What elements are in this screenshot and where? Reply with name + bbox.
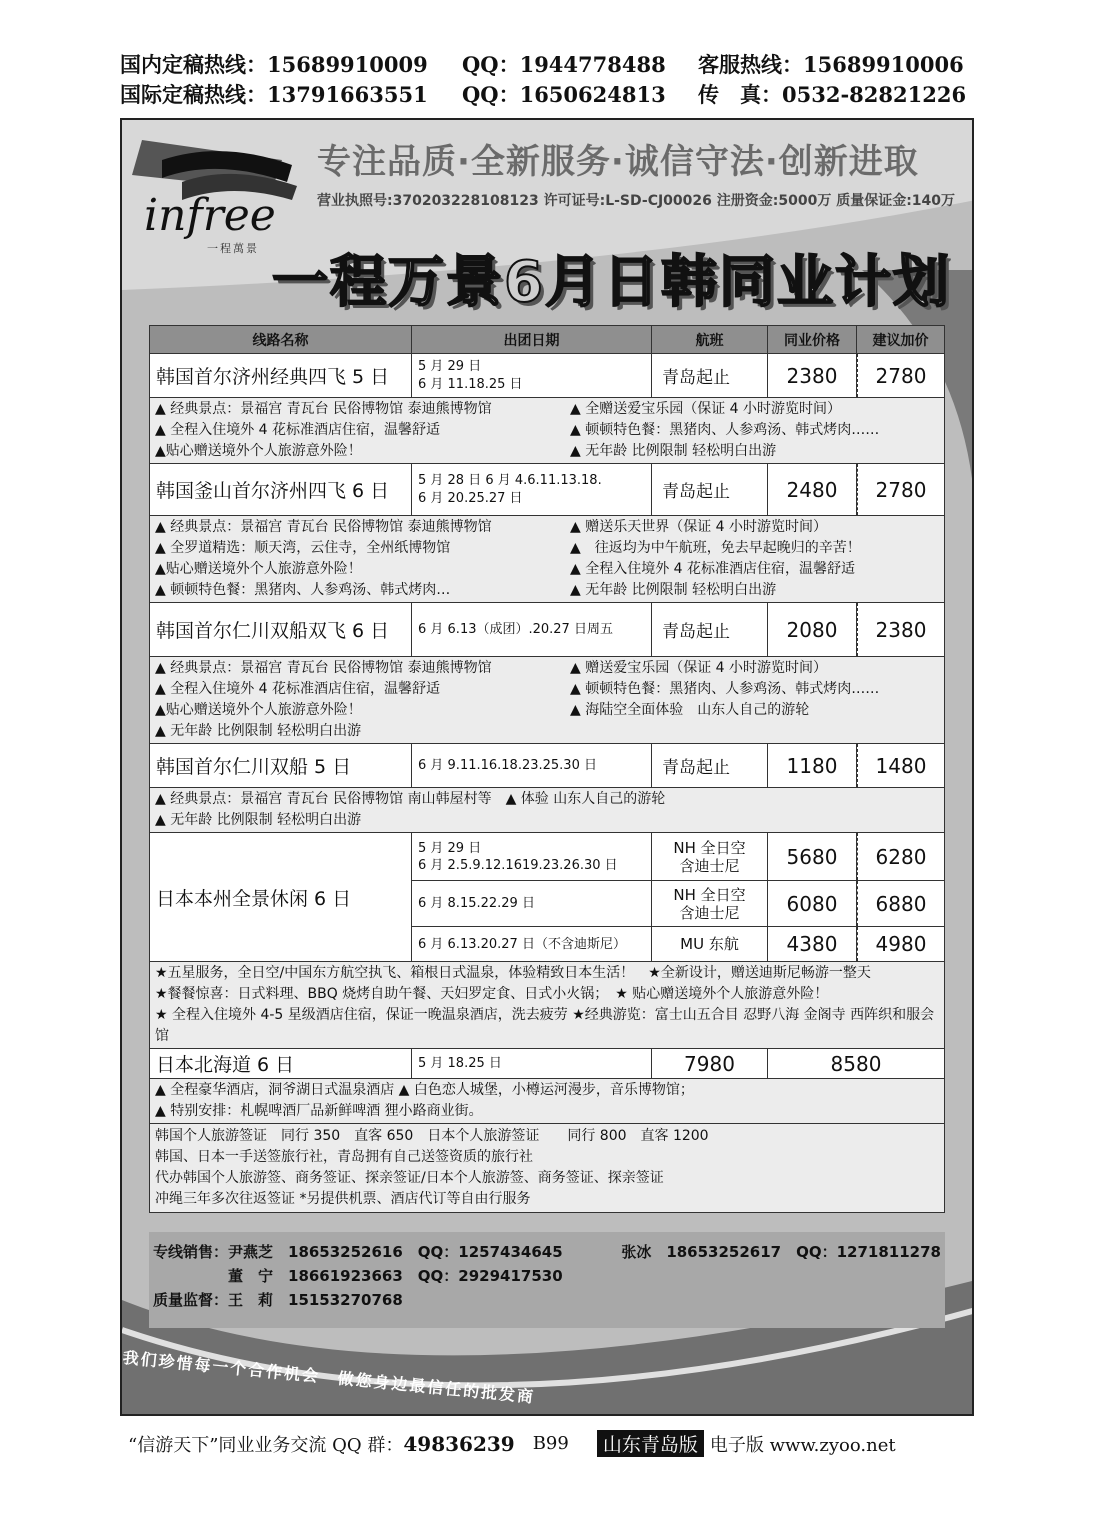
detail-text: ▲ 往返均为中午航班，免去早起晚归的辛苦！ xyxy=(570,540,861,556)
visa-line: 韩国个人旅游签证 同行 350 直客 650 日本个人旅游签证 同行 800 直客 1200 xyxy=(155,1128,709,1144)
trade-price: 1180 xyxy=(768,744,857,787)
contact-row xyxy=(153,1240,941,1264)
domestic-hotline: 国内定稿热线：15689910009 xyxy=(120,52,428,77)
route-name: 韩国首尔仁川双船双飞 6 日 xyxy=(150,603,412,656)
route-details xyxy=(150,962,944,1049)
suggested-price: 2380 xyxy=(857,603,944,656)
trade-price: 5680 xyxy=(768,833,857,880)
departure-dates: 6 月 6.13（成团）.20.27 日周五 xyxy=(412,603,652,656)
route-name: 日本本州全景休闲 6 日 xyxy=(150,833,412,961)
detail-row xyxy=(155,441,939,462)
table-row xyxy=(150,1049,944,1079)
route-details xyxy=(150,1079,944,1124)
departure-dates xyxy=(412,464,652,515)
detail-text: ▲ 赠送乐天世界（保证 4 小时游览时间） xyxy=(570,519,828,535)
flight-line: NH 全日空 xyxy=(673,885,746,904)
flight: 青岛起止 xyxy=(652,603,768,656)
flight: 青岛起止 xyxy=(652,464,768,515)
license-info: 营业执照号:370203228108123 许可证号:L-SD-CJ00026 注册资金:5000万 质量保证金:140万 xyxy=(317,193,956,209)
detail-text: ▲ 特别安排：札幌啤酒厂品新鲜啤酒 狸小路商业街。 xyxy=(155,1103,483,1119)
route-name: 韩国釜山首尔济州四飞 6 日 xyxy=(150,464,412,515)
hotline-row-2 xyxy=(120,80,980,110)
detail-text: ▲ 顿顿特色餐：黑猪肉、人参鸡汤、韩式烤肉…… xyxy=(570,422,880,438)
detail-text: ★餐餐惊喜：日式料理、BBQ 烧烤自助午餐、天妇罗定食、日式小火锅； ★ 贴心赠送境外个人旅游意外险！ xyxy=(155,986,829,1002)
detail-text: ▲ 经典景点：景福宫 青瓦台 民俗博物馆 泰迪熊博物馆 xyxy=(155,401,492,417)
contact-row xyxy=(153,1288,941,1312)
route-name: 韩国首尔仁川双船 5 日 xyxy=(150,744,412,787)
detail-text: ▲ 海陆空全面体验 山东人自己的游轮 xyxy=(570,702,810,718)
trade-price: 2380 xyxy=(768,354,857,397)
company-motto: 我们珍惜每一个合作机会 做您身边最信任的批发商 xyxy=(121,1347,536,1407)
detail-row xyxy=(155,1101,939,1122)
brand-logo: infree xyxy=(144,190,276,241)
detail-row xyxy=(155,721,939,742)
flight xyxy=(652,881,768,926)
dates-line: 5 月 29 日 xyxy=(418,358,482,374)
brand-logo-subtitle: 一程萬景 xyxy=(207,242,259,255)
dates-line: 5 月 28 日 6 月 4.6.11.13.18. xyxy=(418,472,602,488)
route-details xyxy=(150,516,944,603)
contact-row xyxy=(153,1264,941,1288)
detail-text: ▲ 全程入住境外 4 花标准酒店住宿，温馨舒适 xyxy=(570,561,856,577)
qq-group-number: 49836239 xyxy=(403,1431,515,1456)
table-row xyxy=(150,354,944,398)
table-row xyxy=(150,744,944,788)
detail-text: ▲ 全程入住境外 4 花标准酒店住宿，温馨舒适 xyxy=(155,681,441,697)
flight-line: NH 全日空 xyxy=(673,838,746,857)
dates-line: 6 月 20.25.27 日 xyxy=(418,490,523,506)
detail-row xyxy=(155,789,939,810)
flight: MU 东航 xyxy=(652,927,768,961)
route-details xyxy=(150,398,944,464)
detail-text: ★五星服务，全日空/中国东方航空执飞、箱根日式温泉，体验精致日本生活！ ★全新设计，赠送迪斯尼畅游一整天 xyxy=(155,965,871,981)
edition-badge: 山东青岛版 xyxy=(597,1430,704,1457)
departure-dates: 6 月 8.15.22.29 日 xyxy=(412,881,652,926)
visa-line: 代办韩国个人旅游签、商务签证、探亲签证/日本个人旅游签、商务签证、探亲签证 xyxy=(155,1170,664,1186)
route-name: 日本北海道 6 日 xyxy=(150,1049,412,1078)
detail-row xyxy=(155,658,939,679)
dates-line: 6 月 11.18.25 日 xyxy=(418,376,523,392)
domestic-qq: QQ：1944778488 xyxy=(462,52,666,77)
detail-text: ▲贴心赠送境外个人旅游意外险！ xyxy=(155,561,362,577)
page-footer xyxy=(128,1430,978,1457)
flight xyxy=(652,833,768,880)
detail-row xyxy=(155,580,939,601)
suggested-price: 6280 xyxy=(857,833,944,880)
detail-text: ▲ 全罗道精选：顺天湾，云住寺，全州纸博物馆 xyxy=(155,540,451,556)
qq-group-label: “信游天下”同业业务交流 QQ 群： xyxy=(128,1434,404,1456)
poster-title: 一程万景6月日韩同业计划 xyxy=(272,250,951,315)
detail-text: ▲ 全程豪华酒店，洞爷湖日式温泉酒店 ▲ 白色恋人城堡，小樽运河漫步，音乐博物馆； xyxy=(155,1082,694,1098)
route-details xyxy=(150,657,944,744)
detail-text: ▲ 赠送爱宝乐园（保证 4 小时游览时间） xyxy=(570,660,828,676)
sub-departure-row xyxy=(412,927,944,961)
quality-supervisor: 质量监督：王 莉 15153270768 xyxy=(153,1291,403,1309)
detail-text: ▲ 顿顿特色餐：黑猪肉、人参鸡汤、韩式烤肉…… xyxy=(570,681,880,697)
hotline-header xyxy=(120,50,980,110)
departure-dates xyxy=(412,354,652,397)
header-flight: 航班 xyxy=(652,326,768,353)
international-hotline: 国际定稿热线：13791663551 xyxy=(120,82,428,107)
trade-price: 2080 xyxy=(768,603,857,656)
detail-text: ▲ 无年龄 比例限制 轻松明白出游 xyxy=(570,582,777,598)
departure-dates: 6 月 6.13.20.27 日（不含迪斯尼） xyxy=(412,927,652,961)
detail-row xyxy=(155,559,939,580)
detail-text: ▲ 无年龄 比例限制 轻松明白出游 xyxy=(570,443,777,459)
header-dates: 出团日期 xyxy=(412,326,652,353)
detail-text: ▲贴心赠送境外个人旅游意外险！ xyxy=(155,443,362,459)
detail-text: ▲ 经典景点：景福宫 青瓦台 民俗博物馆 南山韩屋村等 ▲ 体验 山东人自己的游轮 xyxy=(155,791,666,807)
detail-row xyxy=(155,963,939,984)
detail-row xyxy=(155,420,939,441)
table-header xyxy=(150,326,944,354)
sales-contact-1: 专线销售：尹燕芝 18653252616 QQ：1257434645 xyxy=(153,1243,563,1261)
suggested-price: 8580 xyxy=(830,1051,882,1076)
detail-text: ▲ 全程入住境外 4 花标准酒店住宿，温馨舒适 xyxy=(155,422,441,438)
trade-price: 4380 xyxy=(768,927,857,961)
detail-text: ▲ 经典景点：景福宫 青瓦台 民俗博物馆 泰迪熊博物馆 xyxy=(155,519,492,535)
trade-price: 7980 xyxy=(652,1049,768,1078)
detail-row xyxy=(155,1080,939,1101)
header-suggest: 建议加价 xyxy=(872,332,929,349)
detail-row xyxy=(155,679,939,700)
suggested-price: 4980 xyxy=(857,927,944,961)
trade-price: 2480 xyxy=(768,464,857,515)
table-row xyxy=(150,464,944,516)
page-number: B99 xyxy=(532,1433,569,1454)
contact-panel xyxy=(149,1232,945,1328)
slogan: 专注品质·全新服务·诚信守法·创新进取 xyxy=(317,142,919,182)
detail-text: ★ 全程入住境外 4-5 星级酒店住宿，保证一晚温泉酒店，洗去疲劳 ★经典游览：富士山五合目 忍野八海 金阁寺 西阵织和服会馆 xyxy=(155,1007,935,1044)
detail-row xyxy=(155,517,939,538)
website-link[interactable]: 电子版 www.zyoo.net xyxy=(709,1434,896,1456)
detail-text: ▲ 无年龄 比例限制 轻松明白出游 xyxy=(155,723,362,739)
departure-dates xyxy=(412,833,652,880)
detail-text: ▲贴心赠送境外个人旅游意外险！ xyxy=(155,702,362,718)
visa-line: 冲绳三年多次往返签证 *另提供机票、酒店代订等自由行服务 xyxy=(155,1191,531,1207)
sales-contact-2: 张冰 18653252617 QQ：1271811278 xyxy=(621,1243,941,1261)
sub-departure-row xyxy=(412,881,944,927)
detail-row xyxy=(155,538,939,559)
detail-row xyxy=(155,810,939,831)
departure-dates: 6 月 9.11.16.18.23.25.30 日 xyxy=(412,744,652,787)
advertisement-poster xyxy=(120,118,974,1416)
route-details xyxy=(150,788,944,833)
visa-line: 韩国、日本一手送签旅行社，青岛拥有自己送签资质的旅行社 xyxy=(155,1149,533,1165)
detail-text: ▲ 全赠送爱宝乐园（保证 4 小时游览时间） xyxy=(570,401,842,417)
tour-price-table xyxy=(149,325,945,1213)
service-hotline: 客服热线：15689910006 xyxy=(698,52,964,77)
suggested-price: 6880 xyxy=(857,881,944,926)
flight: 青岛起止 xyxy=(652,354,768,397)
detail-row xyxy=(155,700,939,721)
sub-departures xyxy=(412,833,944,961)
dates-line: 5 月 29 日 xyxy=(418,840,482,856)
flight: 青岛起止 xyxy=(652,744,768,787)
header-route: 线路名称 xyxy=(150,326,412,353)
visa-services xyxy=(150,1124,944,1212)
table-row xyxy=(150,603,944,657)
detail-row xyxy=(155,399,939,420)
suggested-price: 1480 xyxy=(857,744,944,787)
detail-row xyxy=(155,984,939,1005)
hotline-row-1 xyxy=(120,50,980,80)
detail-text: ▲ 经典景点：景福宫 青瓦台 民俗博物馆 泰迪熊博物馆 xyxy=(155,660,492,676)
detail-row xyxy=(155,1005,939,1047)
suggested-price: 2780 xyxy=(857,354,944,397)
route-name: 韩国首尔济州经典四飞 5 日 xyxy=(150,354,412,397)
international-qq: QQ：1650624813 xyxy=(462,82,666,107)
suggested-price: 2780 xyxy=(857,464,944,515)
detail-text: ▲ 顿顿特色餐：黑猪肉、人参鸡汤、韩式烤肉… xyxy=(155,582,451,598)
flight-line: 含迪士尼 xyxy=(679,856,740,875)
detail-text: ▲ 无年龄 比例限制 轻松明白出游 xyxy=(155,812,362,828)
dates-line: 6 月 2.5.9.12.1619.23.26.30 日 xyxy=(418,857,618,873)
sales-contact-3: 董 宁 18661923663 QQ：2929417530 xyxy=(153,1267,563,1285)
fax-number: 传 真：0532-82821226 xyxy=(698,82,967,107)
table-row xyxy=(150,833,944,962)
trade-price: 6080 xyxy=(768,881,857,926)
departure-dates: 5 月 18.25 日 xyxy=(412,1049,652,1078)
header-price: 同业价格 xyxy=(768,326,857,353)
sub-departure-row xyxy=(412,833,944,881)
flight-line: 含迪士尼 xyxy=(679,903,740,922)
